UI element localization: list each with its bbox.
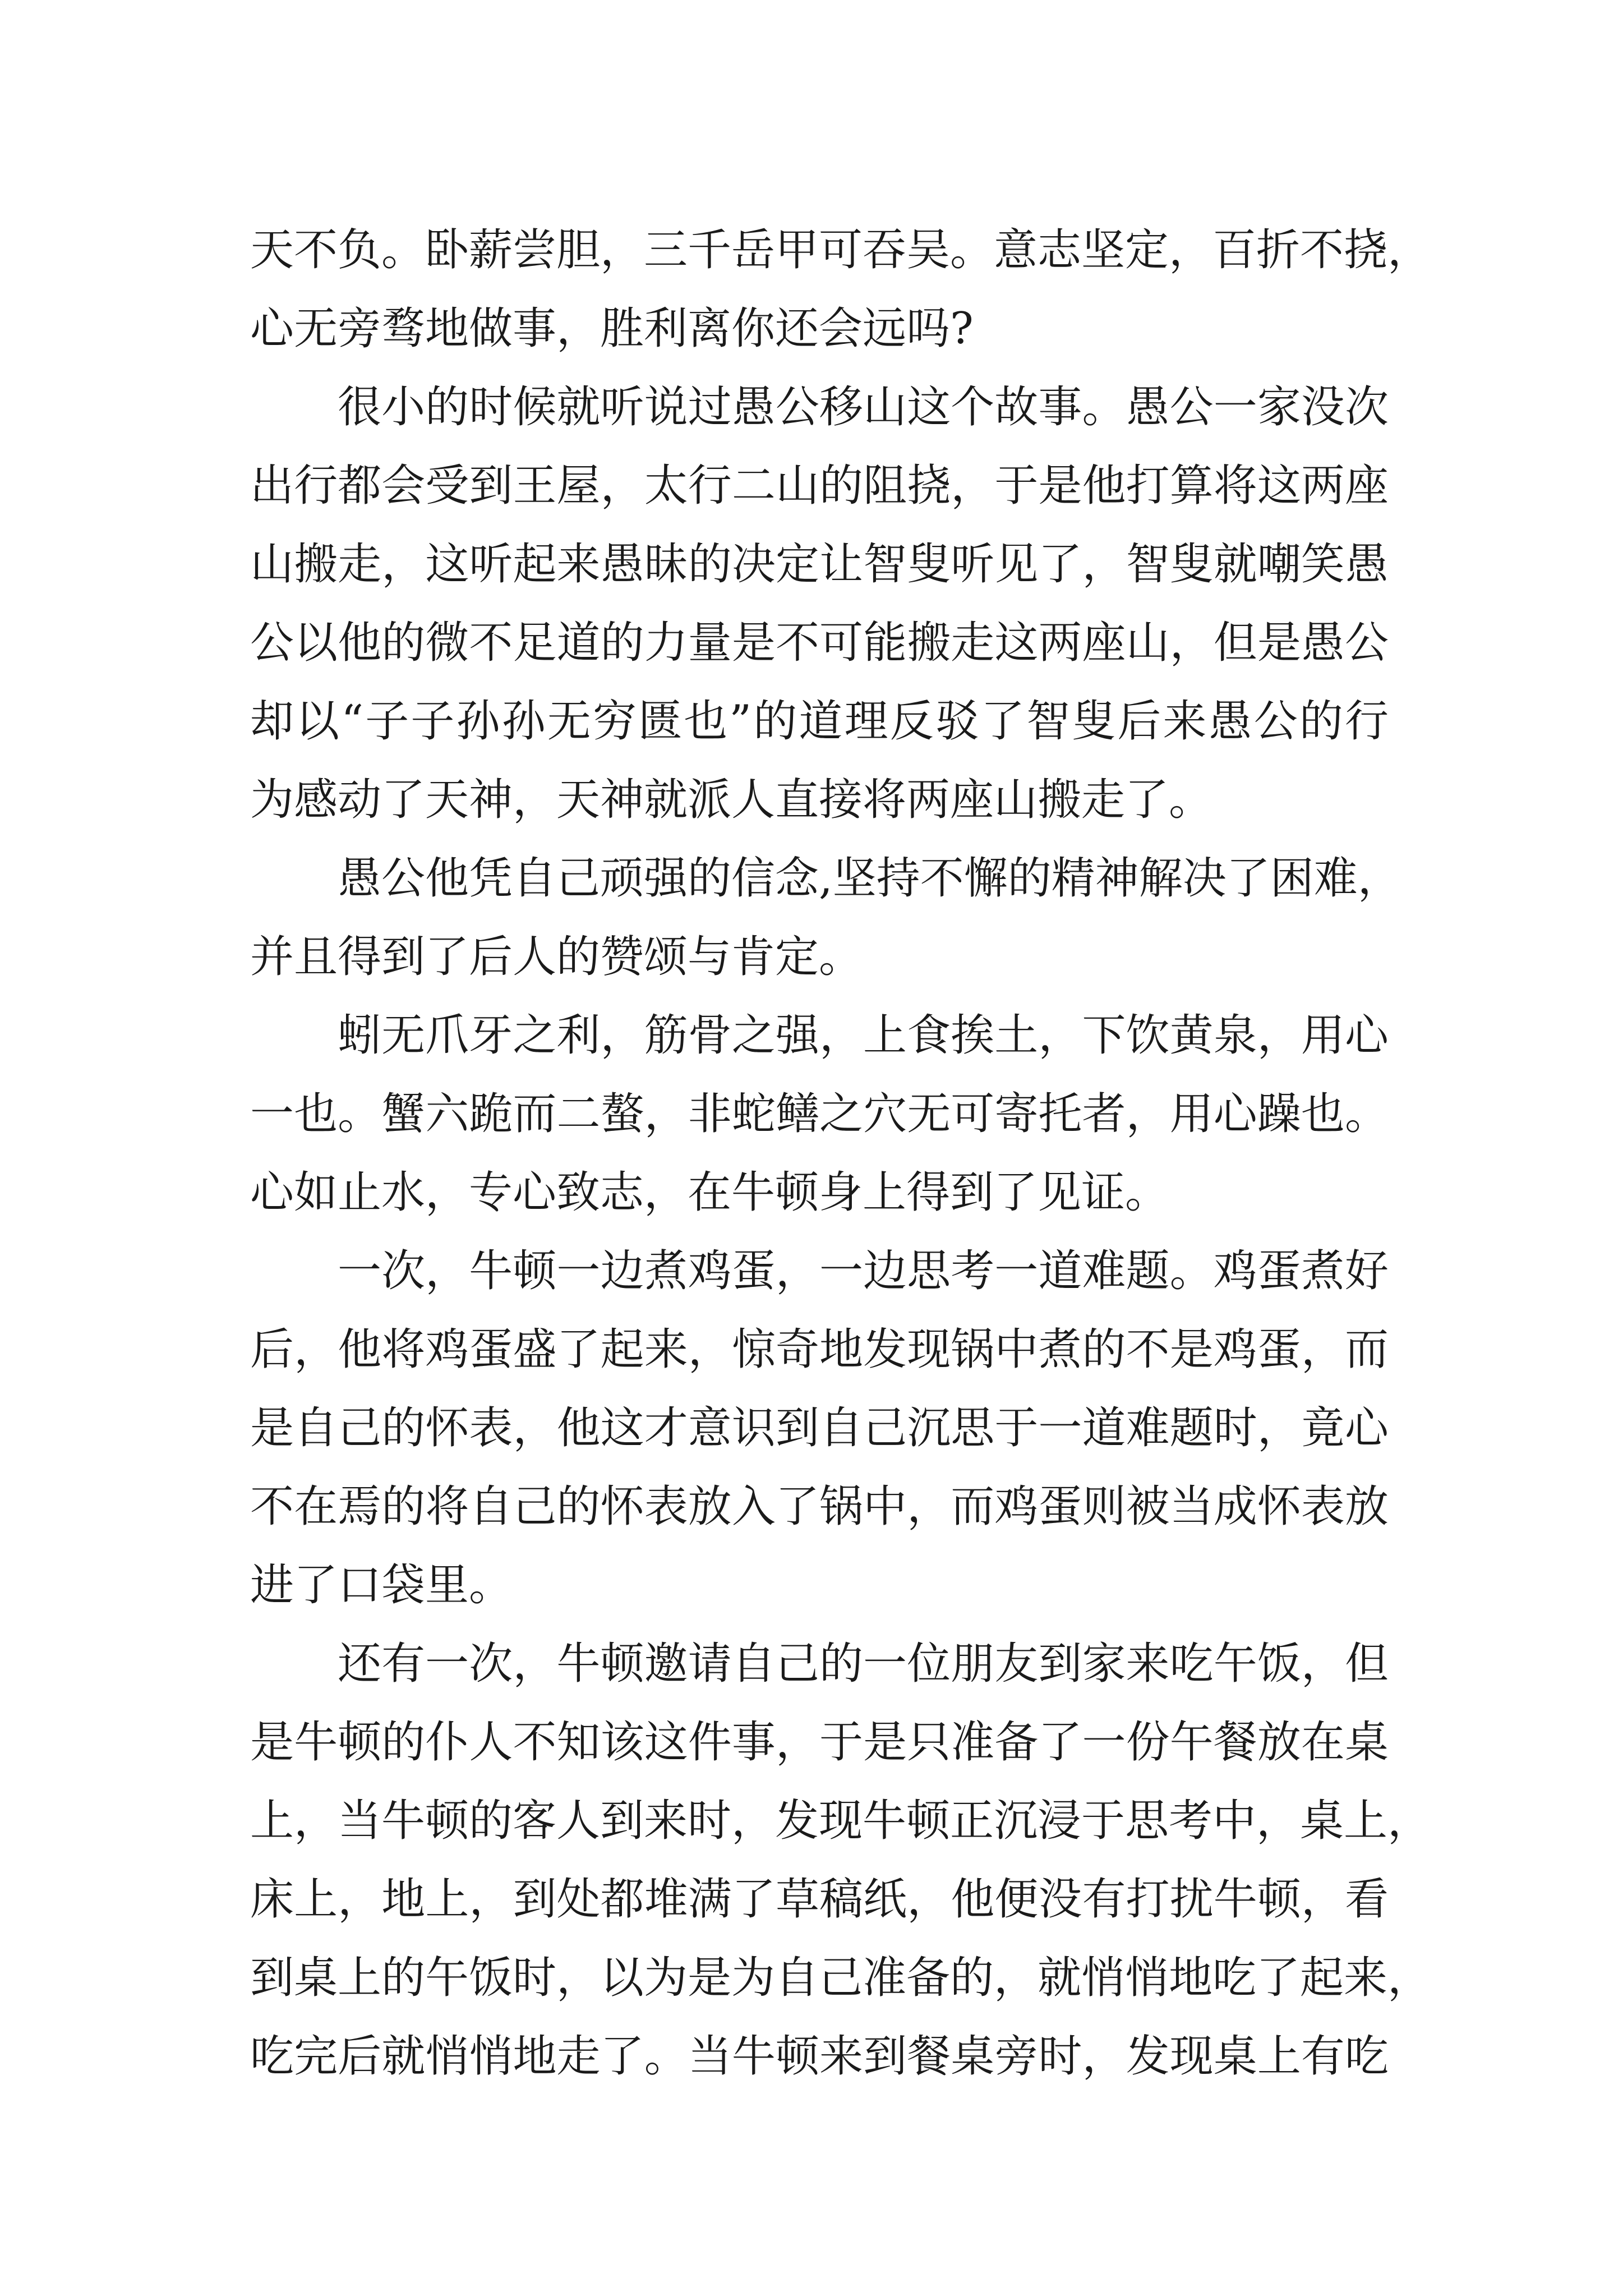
text-line: 吃完后就悄悄地走了。当牛顿来到餐桌旁时，发现桌上有吃	[250, 2031, 1389, 2082]
text-line: 山搬走，这听起来愚昧的决定让智叟听见了，智叟就嘲笑愚	[250, 539, 1389, 590]
text-line: 出行都会受到王屋，太行二山的阻挠，于是他打算将这两座	[250, 461, 1389, 511]
text-line: 心无旁骛地做事，胜利离你还会远吗?	[250, 303, 974, 354]
text-line: 蚓无爪牙之利，筋骨之强，上食挨土，下饮黄泉，用心	[338, 1010, 1389, 1061]
text-line: 到桌上的午饭时，以为是为自己准备的，就悄悄地吃了起来，	[250, 1953, 1432, 2003]
text-line: 却以“子子孙孙无穷匮也”的道理反驳了智叟后来愚公的行	[250, 696, 1389, 747]
text-line: 还有一次，牛顿邀请自己的一位朋友到家来吃午饭，但	[338, 1639, 1389, 1689]
text-line: 很小的时候就听说过愚公移山这个故事。愚公一家没次	[338, 382, 1389, 432]
text-line: 进了口袋里。	[250, 1560, 513, 1611]
text-line: 不在焉的将自己的怀表放入了锅中，而鸡蛋则被当成怀表放	[250, 1481, 1389, 1532]
text-line: 并且得到了后人的赞颂与肯定。	[250, 932, 863, 982]
text-line: 为感动了天神，天神就派人直接将两座山搬走了。	[250, 775, 1213, 825]
text-line: 后，他将鸡蛋盛了起来，惊奇地发现锅中煮的不是鸡蛋，而	[250, 1324, 1389, 1375]
text-line: 是牛顿的仆人不知该这件事，于是只准备了一份午餐放在桌	[250, 1717, 1389, 1768]
text-line: 天不负。卧薪尝胆，三千岳甲可吞吴。意志坚定，百折不挠，	[250, 225, 1432, 275]
text-line: 公以他的微不足道的力量是不可能搬走这两座山，但是愚公	[250, 618, 1389, 668]
text-line: 是自己的怀表，他这才意识到自己沉思于一道难题时，竟心	[250, 1403, 1389, 1453]
text-line: 上，当牛顿的客人到来时，发现牛顿正沉浸于思考中，桌上，	[250, 1796, 1432, 1846]
text-line: 床上，地上，到处都堆满了草稿纸，他便没有打扰牛顿，看	[250, 1874, 1389, 1925]
text-line: 心如止水，专心致志，在牛顿身上得到了见证。	[250, 1167, 1169, 1218]
body-text	[250, 211, 1432, 2096]
text-line: 一次，牛顿一边煮鸡蛋，一边思考一道难题。鸡蛋煮好	[338, 1246, 1389, 1296]
text-line: 一也。蟹六跪而二螯，非蛇鳝之穴无可寄托者，用心躁也。	[250, 1089, 1389, 1139]
text-line: 愚公他凭自己顽强的信念,坚持不懈的精神解决了困难，	[338, 853, 1401, 904]
